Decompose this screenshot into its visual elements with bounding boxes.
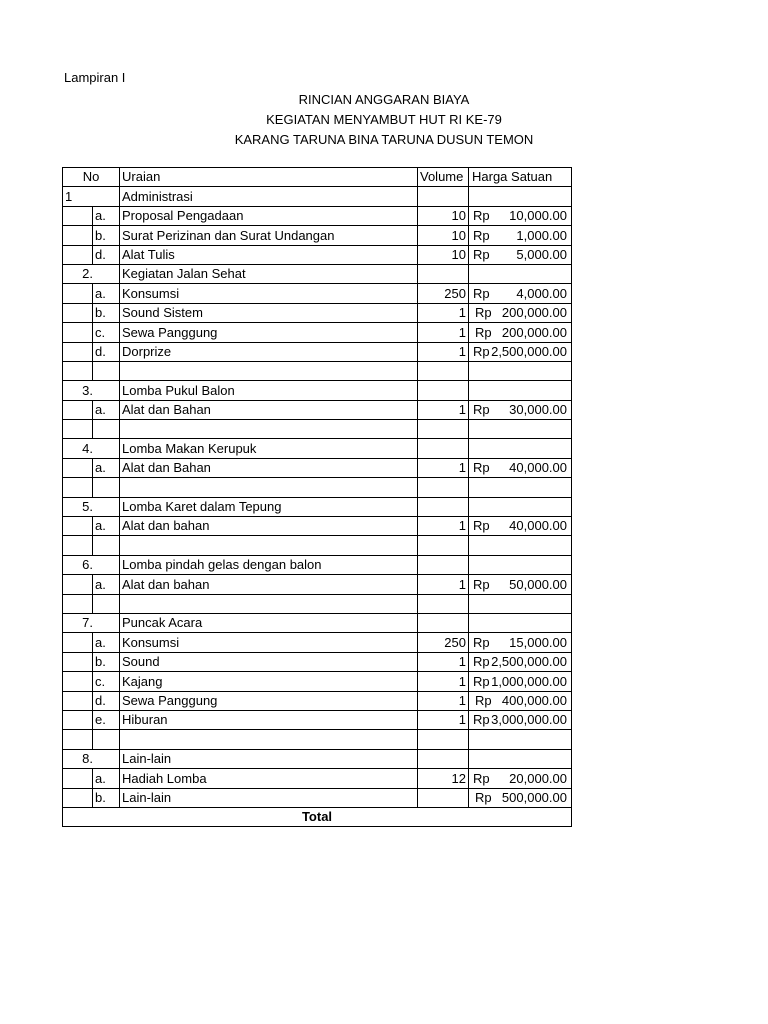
unit-price: 2,500,000.00 bbox=[491, 343, 567, 359]
row-uraian: Alat Tulis bbox=[120, 245, 418, 264]
section-row bbox=[63, 555, 572, 574]
blank-row bbox=[63, 536, 572, 555]
row-volume: 1 bbox=[418, 575, 469, 594]
total-row bbox=[63, 807, 572, 826]
currency-label: Rp bbox=[473, 343, 490, 359]
row-number bbox=[63, 788, 93, 807]
row-number bbox=[63, 245, 93, 264]
row-volume: 250 bbox=[418, 633, 469, 652]
row-harga bbox=[469, 672, 572, 691]
item-row bbox=[63, 672, 572, 691]
section-row bbox=[63, 187, 572, 206]
item-row bbox=[63, 323, 572, 342]
row-volume bbox=[418, 594, 469, 613]
unit-price: 40,000.00 bbox=[509, 518, 567, 534]
row-volume: 1 bbox=[418, 400, 469, 419]
row-harga bbox=[469, 187, 572, 206]
row-uraian bbox=[120, 478, 418, 497]
currency-label: Rp bbox=[475, 692, 492, 708]
section-row bbox=[63, 613, 572, 632]
row-volume: 1 bbox=[418, 458, 469, 477]
row-number bbox=[63, 342, 93, 361]
row-volume bbox=[418, 420, 469, 439]
item-row bbox=[63, 517, 572, 536]
row-number bbox=[63, 652, 93, 671]
item-row bbox=[63, 342, 572, 361]
item-row bbox=[63, 575, 572, 594]
row-uraian: Alat dan bahan bbox=[120, 517, 418, 536]
row-sub-letter: b. bbox=[93, 303, 120, 322]
table-header-row bbox=[63, 168, 572, 187]
currency-label: Rp bbox=[473, 576, 490, 592]
row-harga bbox=[469, 284, 572, 303]
unit-price: 20,000.00 bbox=[509, 770, 567, 786]
row-harga bbox=[469, 497, 572, 516]
row-volume bbox=[418, 749, 469, 768]
unit-price: 4,000.00 bbox=[516, 285, 567, 301]
unit-price: 15,000.00 bbox=[509, 634, 567, 650]
row-uraian bbox=[120, 420, 418, 439]
row-number: 8. bbox=[63, 749, 120, 768]
row-harga bbox=[469, 749, 572, 768]
row-sub-letter: d. bbox=[93, 691, 120, 710]
blank-row bbox=[63, 730, 572, 749]
row-number bbox=[63, 284, 93, 303]
row-volume bbox=[418, 613, 469, 632]
row-harga bbox=[469, 633, 572, 652]
item-row bbox=[63, 710, 572, 729]
row-harga bbox=[469, 245, 572, 264]
budget-table-body bbox=[63, 168, 572, 827]
currency-label: Rp bbox=[473, 518, 490, 534]
row-uraian: Konsumsi bbox=[120, 284, 418, 303]
row-volume bbox=[418, 730, 469, 749]
row-uraian bbox=[120, 536, 418, 555]
unit-price: 10,000.00 bbox=[509, 208, 567, 224]
row-harga bbox=[469, 517, 572, 536]
row-uraian: Lomba Karet dalam Tepung bbox=[120, 497, 418, 516]
header-uraian: Uraian bbox=[120, 168, 418, 187]
row-number bbox=[63, 633, 93, 652]
section-row bbox=[63, 749, 572, 768]
currency-label: Rp bbox=[475, 305, 492, 321]
row-harga bbox=[469, 458, 572, 477]
row-uraian bbox=[120, 361, 418, 380]
row-sub-letter: b. bbox=[93, 226, 120, 245]
row-volume: 10 bbox=[418, 206, 469, 225]
item-row bbox=[63, 206, 572, 225]
unit-price: 400,000.00 bbox=[501, 692, 567, 708]
row-number: 4. bbox=[63, 439, 120, 458]
row-number bbox=[63, 478, 93, 497]
row-harga bbox=[469, 420, 572, 439]
section-row bbox=[63, 439, 572, 458]
currency-label: Rp bbox=[473, 285, 490, 301]
row-uraian: Sound Sistem bbox=[120, 303, 418, 322]
currency-label: Rp bbox=[475, 789, 492, 805]
row-sub-letter: b. bbox=[93, 652, 120, 671]
row-volume: 1 bbox=[418, 691, 469, 710]
row-harga bbox=[469, 575, 572, 594]
item-row bbox=[63, 769, 572, 788]
row-harga bbox=[469, 536, 572, 555]
row-volume: 1 bbox=[418, 303, 469, 322]
row-number bbox=[63, 691, 93, 710]
row-number: 3. bbox=[63, 381, 120, 400]
row-sub-letter: a. bbox=[93, 206, 120, 225]
row-sub-letter: a. bbox=[93, 517, 120, 536]
row-number bbox=[63, 536, 93, 555]
row-volume: 250 bbox=[418, 284, 469, 303]
item-row bbox=[63, 303, 572, 322]
row-uraian: Lain-lain bbox=[120, 749, 418, 768]
row-volume bbox=[418, 439, 469, 458]
row-uraian: Lomba Makan Kerupuk bbox=[120, 439, 418, 458]
row-harga bbox=[469, 594, 572, 613]
currency-label: Rp bbox=[473, 634, 490, 650]
unit-price: 5,000.00 bbox=[516, 246, 567, 262]
unit-price: 500,000.00 bbox=[501, 789, 567, 805]
row-sub-letter bbox=[93, 594, 120, 613]
currency-label: Rp bbox=[475, 324, 492, 340]
blank-row bbox=[63, 420, 572, 439]
row-volume: 1 bbox=[418, 652, 469, 671]
row-number bbox=[63, 226, 93, 245]
unit-price: 200,000.00 bbox=[501, 324, 567, 340]
row-volume bbox=[418, 187, 469, 206]
row-harga bbox=[469, 264, 572, 283]
blank-row bbox=[63, 594, 572, 613]
row-uraian: Proposal Pengadaan bbox=[120, 206, 418, 225]
row-number bbox=[63, 361, 93, 380]
row-uraian: Administrasi bbox=[120, 187, 418, 206]
currency-label: Rp bbox=[473, 402, 490, 418]
section-row bbox=[63, 497, 572, 516]
row-harga bbox=[469, 381, 572, 400]
row-sub-letter bbox=[93, 478, 120, 497]
row-sub-letter: a. bbox=[93, 400, 120, 419]
row-number bbox=[63, 323, 93, 342]
row-uraian: Alat dan Bahan bbox=[120, 400, 418, 419]
item-row bbox=[63, 652, 572, 671]
row-number bbox=[63, 420, 93, 439]
row-sub-letter bbox=[93, 730, 120, 749]
row-sub-letter: e. bbox=[93, 710, 120, 729]
row-harga bbox=[469, 691, 572, 710]
title-line-1: RINCIAN ANGGARAN BIAYA bbox=[298, 92, 470, 107]
item-row bbox=[63, 226, 572, 245]
row-uraian: Dorprize bbox=[120, 342, 418, 361]
row-harga bbox=[469, 710, 572, 729]
row-uraian: Kegiatan Jalan Sehat bbox=[120, 264, 418, 283]
row-sub-letter: d. bbox=[93, 342, 120, 361]
item-row bbox=[63, 284, 572, 303]
row-uraian bbox=[120, 730, 418, 749]
row-sub-letter bbox=[93, 361, 120, 380]
unit-price: 200,000.00 bbox=[501, 305, 567, 321]
row-number bbox=[63, 594, 93, 613]
row-harga bbox=[469, 788, 572, 807]
row-volume bbox=[418, 478, 469, 497]
row-uraian: Sewa Panggung bbox=[120, 323, 418, 342]
row-volume bbox=[418, 536, 469, 555]
row-number bbox=[63, 206, 93, 225]
item-row bbox=[63, 458, 572, 477]
row-volume: 10 bbox=[418, 226, 469, 245]
item-row bbox=[63, 400, 572, 419]
row-number bbox=[63, 458, 93, 477]
unit-price: 30,000.00 bbox=[509, 402, 567, 418]
row-number: 1 bbox=[63, 187, 120, 206]
document-title bbox=[0, 90, 768, 150]
row-uraian: Surat Perizinan dan Surat Undangan bbox=[120, 226, 418, 245]
row-harga bbox=[469, 226, 572, 245]
section-row bbox=[63, 381, 572, 400]
row-number: 6. bbox=[63, 555, 120, 574]
row-uraian: Hiburan bbox=[120, 710, 418, 729]
row-volume: 10 bbox=[418, 245, 469, 264]
row-sub-letter: d. bbox=[93, 245, 120, 264]
row-volume: 12 bbox=[418, 769, 469, 788]
row-uraian: Alat dan Bahan bbox=[120, 458, 418, 477]
row-number bbox=[63, 517, 93, 536]
row-sub-letter bbox=[93, 420, 120, 439]
unit-price: 1,000.00 bbox=[516, 227, 567, 243]
row-sub-letter: a. bbox=[93, 575, 120, 594]
row-harga bbox=[469, 730, 572, 749]
item-row bbox=[63, 633, 572, 652]
unit-price: 40,000.00 bbox=[509, 460, 567, 476]
row-volume: 1 bbox=[418, 517, 469, 536]
row-volume bbox=[418, 264, 469, 283]
item-row bbox=[63, 788, 572, 807]
row-harga bbox=[469, 478, 572, 497]
row-harga bbox=[469, 439, 572, 458]
row-uraian: Alat dan bahan bbox=[120, 575, 418, 594]
row-harga bbox=[469, 323, 572, 342]
row-harga bbox=[469, 400, 572, 419]
row-number bbox=[63, 303, 93, 322]
row-number: 5. bbox=[63, 497, 120, 516]
row-volume bbox=[418, 361, 469, 380]
row-uraian: Hadiah Lomba bbox=[120, 769, 418, 788]
row-harga bbox=[469, 303, 572, 322]
unit-price: 2,500,000.00 bbox=[491, 654, 567, 670]
row-sub-letter: c. bbox=[93, 672, 120, 691]
budget-table bbox=[62, 167, 572, 827]
row-sub-letter: b. bbox=[93, 788, 120, 807]
item-row bbox=[63, 245, 572, 264]
row-harga bbox=[469, 342, 572, 361]
attachment-label: Lampiran I bbox=[64, 70, 126, 85]
item-row bbox=[63, 691, 572, 710]
row-uraian: Puncak Acara bbox=[120, 613, 418, 632]
row-sub-letter bbox=[93, 536, 120, 555]
blank-row bbox=[63, 361, 572, 380]
header-volume: Volume bbox=[418, 168, 469, 187]
blank-row bbox=[63, 478, 572, 497]
row-number bbox=[63, 400, 93, 419]
row-number: 2. bbox=[63, 264, 120, 283]
currency-label: Rp bbox=[473, 654, 490, 670]
row-number bbox=[63, 769, 93, 788]
row-uraian: Sewa Panggung bbox=[120, 691, 418, 710]
row-sub-letter: a. bbox=[93, 769, 120, 788]
row-uraian: Sound bbox=[120, 652, 418, 671]
row-sub-letter: a. bbox=[93, 284, 120, 303]
currency-label: Rp bbox=[473, 208, 490, 224]
row-harga bbox=[469, 555, 572, 574]
row-harga bbox=[469, 769, 572, 788]
row-uraian: Kajang bbox=[120, 672, 418, 691]
row-volume: 1 bbox=[418, 672, 469, 691]
row-sub-letter: c. bbox=[93, 323, 120, 342]
title-line-2: KEGIATAN MENYAMBUT HUT RI KE-79 bbox=[266, 112, 502, 127]
row-uraian: Lain-lain bbox=[120, 788, 418, 807]
row-volume bbox=[418, 381, 469, 400]
row-number bbox=[63, 575, 93, 594]
row-sub-letter: a. bbox=[93, 458, 120, 477]
row-harga bbox=[469, 206, 572, 225]
row-volume: 1 bbox=[418, 323, 469, 342]
row-harga bbox=[469, 361, 572, 380]
row-harga bbox=[469, 652, 572, 671]
header-harga-satuan: Harga Satuan bbox=[469, 168, 572, 187]
currency-label: Rp bbox=[473, 227, 490, 243]
row-sub-letter: a. bbox=[93, 633, 120, 652]
currency-label: Rp bbox=[473, 673, 490, 689]
row-uraian: Konsumsi bbox=[120, 633, 418, 652]
row-number bbox=[63, 730, 93, 749]
currency-label: Rp bbox=[473, 712, 490, 728]
currency-label: Rp bbox=[473, 246, 490, 262]
row-volume: 1 bbox=[418, 710, 469, 729]
currency-label: Rp bbox=[473, 460, 490, 476]
row-number bbox=[63, 710, 93, 729]
row-uraian: Lomba pindah gelas dengan balon bbox=[120, 555, 418, 574]
row-volume bbox=[418, 788, 469, 807]
total-label: Total bbox=[63, 807, 572, 826]
row-volume bbox=[418, 555, 469, 574]
row-volume bbox=[418, 497, 469, 516]
row-volume: 1 bbox=[418, 342, 469, 361]
title-line-3: KARANG TARUNA BINA TARUNA DUSUN TEMON bbox=[234, 132, 534, 147]
unit-price: 3,000,000.00 bbox=[491, 712, 567, 728]
row-uraian bbox=[120, 594, 418, 613]
currency-label: Rp bbox=[473, 770, 490, 786]
section-row bbox=[63, 264, 572, 283]
row-number: 7. bbox=[63, 613, 120, 632]
unit-price: 50,000.00 bbox=[509, 576, 567, 592]
unit-price: 1,000,000.00 bbox=[491, 673, 567, 689]
header-no: No bbox=[63, 168, 120, 187]
row-uraian: Lomba Pukul Balon bbox=[120, 381, 418, 400]
row-number bbox=[63, 672, 93, 691]
row-harga bbox=[469, 613, 572, 632]
